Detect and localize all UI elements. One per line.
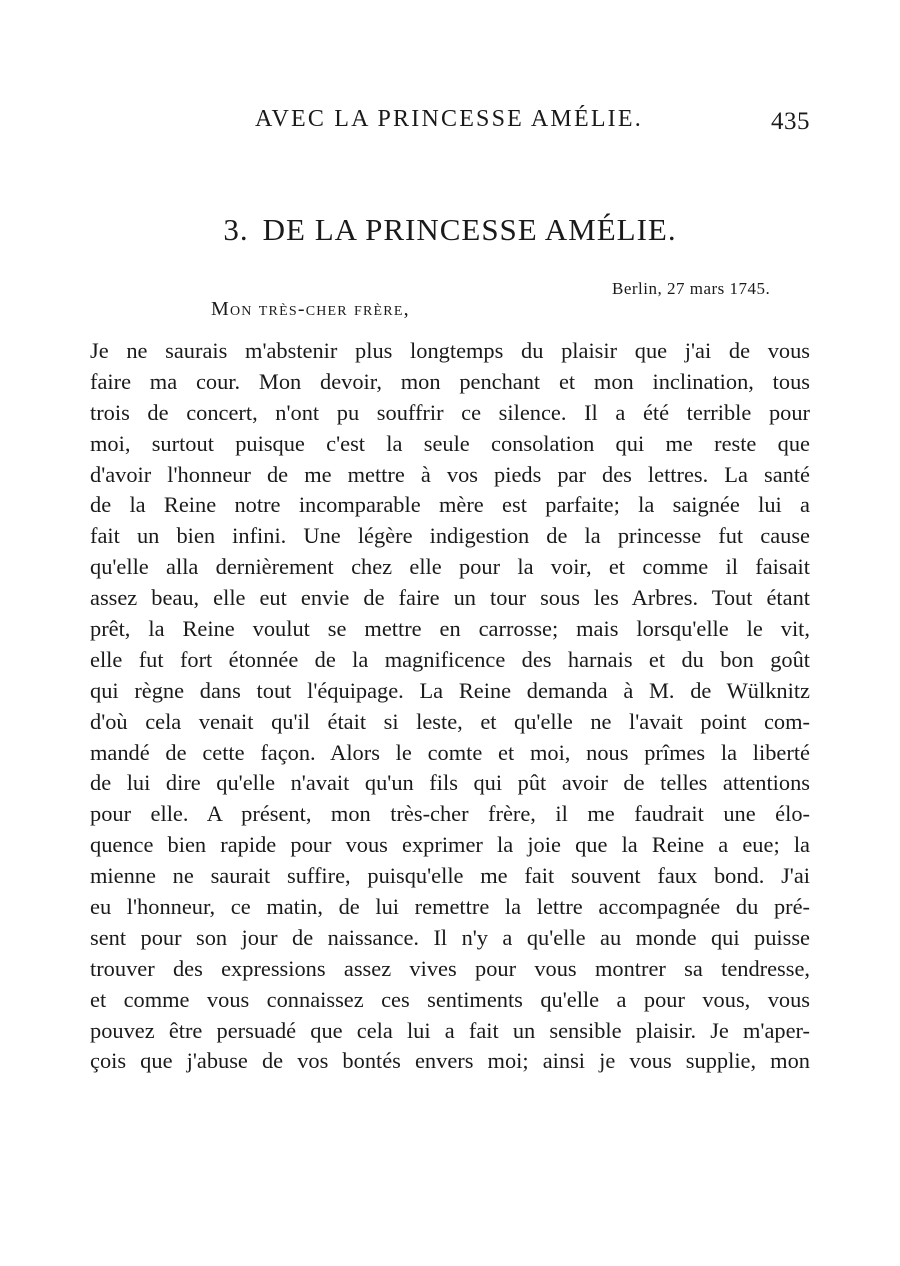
page-number: 435: [771, 108, 810, 135]
body-line-3: trois de concert, n'ont pu souffrir ce silence. Il a été terrible pour: [90, 399, 810, 425]
body-line-8: qu'elle alla dernièrement chez elle pour la voir, et comme il faisait: [90, 554, 810, 580]
body-line-7: fait un bien infini. Une légère indigestion de la princesse fut cause: [90, 523, 810, 549]
body-line-14: mandé de cette façon. Alors le comte et moi, nous prîmes la liberté: [90, 739, 810, 765]
body-line-20: sent pour son jour de naissance. Il n'y a qu'elle au monde qui puisse: [90, 924, 810, 950]
body-line-17: quence bien rapide pour vous exprimer la joie que la Reine a eue; la: [90, 832, 810, 858]
body-line-23: pouvez être persuadé que cela lui a fait un sensible plaisir. Je m'aper-: [90, 1017, 810, 1043]
body-line-2: faire ma cour. Mon devoir, mon penchant et mon inclination, tous: [90, 368, 810, 394]
running-header: [0, 106, 900, 138]
body-line-16: pour elle. A présent, mon très-cher frère, il me faudrait une élo-: [90, 801, 810, 827]
section-heading: [0, 212, 900, 248]
letter-salutation: Mon très-cher frère,: [211, 298, 410, 320]
body-line-11: elle fut fort étonnée de la magnificence des harnais et du bon goût: [90, 646, 810, 672]
body-line-13: d'où cela venait qu'il était si leste, et qu'elle ne l'avait point com-: [90, 708, 810, 734]
letter-dateline: Berlin, 27 mars 1745.: [612, 279, 771, 298]
body-line-18: mienne ne saurait suffire, puisqu'elle me fait souvent faux bond. J'ai: [90, 863, 810, 889]
body-line-19: eu l'honneur, ce matin, de lui remettre la lettre accompagnée du pré-: [90, 894, 810, 920]
body-line-1: Je ne saurais m'abstenir plus longtemps du plaisir que j'ai de vous: [90, 338, 810, 363]
body-line-24: çois que j'abuse de vos bontés envers moi; ainsi je vous supplie, mon: [90, 1048, 810, 1074]
body-line-21: trouver des expressions assez vives pour vous montrer sa tendresse,: [90, 955, 810, 981]
body-line-4: moi, surtout puisque c'est la seule consolation qui me reste que: [90, 430, 810, 456]
section-title: DE LA PRINCESSE AMÉLIE.: [262, 212, 677, 247]
running-title: AVEC LA PRINCESSE AMÉLIE.: [255, 106, 643, 132]
body-line-9: assez beau, elle eut envie de faire un tour sous les Arbres. Tout étant: [90, 585, 810, 611]
body-line-12: qui règne dans tout l'équipage. La Reine demanda à M. de Wülknitz: [90, 677, 810, 703]
letter-body: [90, 336, 810, 1077]
body-line-10: prêt, la Reine voulut se mettre en carrosse; mais lorsqu'elle le vit,: [90, 616, 810, 642]
body-line-6: de la Reine notre incomparable mère est parfaite; la saignée lui a: [90, 492, 810, 518]
body-line-22: et comme vous connaissez ces sentiments qu'elle a pour vous, vous: [90, 986, 810, 1012]
section-number: 3.: [223, 212, 249, 247]
body-line-5: d'avoir l'honneur de me mettre à vos pieds par des lettres. La santé: [90, 461, 810, 487]
body-line-15: de lui dire qu'elle n'avait qu'un fils qui pût avoir de telles attentions: [90, 770, 810, 796]
